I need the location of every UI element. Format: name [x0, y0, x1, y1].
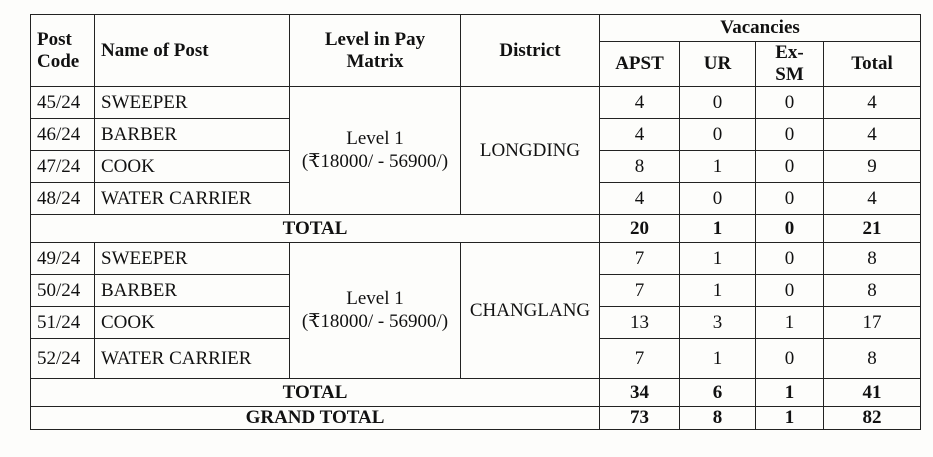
total-count: 17 [824, 307, 921, 339]
grand-total-row [31, 407, 921, 430]
subtotal-row [31, 215, 921, 243]
total-count: 4 [824, 183, 921, 215]
post-name: SWEEPER [95, 243, 290, 275]
apst-count: 7 [600, 275, 680, 307]
grand-total-label: GRAND TOTAL [31, 407, 600, 430]
header-post-code: Post Code [31, 15, 95, 87]
apst-count: 4 [600, 183, 680, 215]
header-district: District [461, 15, 600, 87]
subtotal-total: 41 [824, 379, 921, 407]
apst-count: 7 [600, 243, 680, 275]
ur-count: 1 [680, 151, 756, 183]
total-count: 9 [824, 151, 921, 183]
grand-total-ur: 8 [680, 407, 756, 430]
post-code: 47/24 [31, 151, 95, 183]
apst-count: 4 [600, 87, 680, 119]
vacancy-table [30, 14, 921, 430]
exsm-count: 0 [756, 151, 824, 183]
pay-level: Level 1 [346, 128, 404, 149]
header-level-pay-matrix: Level in Pay Matrix [290, 15, 461, 87]
total-count: 4 [824, 119, 921, 151]
header-ur: UR [680, 42, 756, 87]
post-code: 48/24 [31, 183, 95, 215]
header-name-of-post: Name of Post [95, 15, 290, 87]
ur-count: 1 [680, 243, 756, 275]
post-name: COOK [95, 151, 290, 183]
post-code: 52/24 [31, 339, 95, 379]
grand-total-exsm: 1 [756, 407, 824, 430]
post-name: WATER CARRIER [95, 183, 290, 215]
subtotal-total: 21 [824, 215, 921, 243]
grand-total-apst: 73 [600, 407, 680, 430]
exsm-count: 1 [756, 307, 824, 339]
apst-count: 13 [600, 307, 680, 339]
total-count: 8 [824, 243, 921, 275]
subtotal-apst: 20 [600, 215, 680, 243]
table-row [31, 243, 921, 275]
subtotal-exsm: 1 [756, 379, 824, 407]
post-name: COOK [95, 307, 290, 339]
subtotal-label: TOTAL [31, 215, 600, 243]
post-code: 50/24 [31, 275, 95, 307]
subtotal-ur: 6 [680, 379, 756, 407]
post-name: SWEEPER [95, 87, 290, 119]
subtotal-apst: 34 [600, 379, 680, 407]
exsm-count: 0 [756, 183, 824, 215]
subtotal-ur: 1 [680, 215, 756, 243]
header-exsm: Ex-SM [756, 42, 824, 87]
apst-count: 4 [600, 119, 680, 151]
ur-count: 1 [680, 339, 756, 379]
post-code: 49/24 [31, 243, 95, 275]
post-name: BARBER [95, 119, 290, 151]
ur-count: 3 [680, 307, 756, 339]
ur-count: 0 [680, 87, 756, 119]
pay-range: (₹18000/ - 56900/) [301, 151, 449, 172]
total-count: 8 [824, 275, 921, 307]
header-vacancies: Vacancies [600, 15, 921, 42]
header-total: Total [824, 42, 921, 87]
total-count: 4 [824, 87, 921, 119]
post-code: 46/24 [31, 119, 95, 151]
subtotal-label: TOTAL [31, 379, 600, 407]
grand-total-total: 82 [824, 407, 921, 430]
exsm-count: 0 [756, 243, 824, 275]
header-apst: APST [600, 42, 680, 87]
pay-range: (₹18000/ - 56900/) [301, 311, 449, 332]
post-name: BARBER [95, 275, 290, 307]
total-count: 8 [824, 339, 921, 379]
post-name: WATER CARRIER [95, 339, 290, 379]
apst-count: 8 [600, 151, 680, 183]
subtotal-row [31, 379, 921, 407]
pay-level-cell [290, 87, 461, 215]
exsm-count: 0 [756, 339, 824, 379]
pay-level: Level 1 [346, 288, 404, 309]
district-name: LONGDING [461, 87, 600, 215]
ur-count: 1 [680, 275, 756, 307]
exsm-count: 0 [756, 275, 824, 307]
exsm-count: 0 [756, 119, 824, 151]
ur-count: 0 [680, 183, 756, 215]
apst-count: 7 [600, 339, 680, 379]
pay-level-cell [290, 243, 461, 379]
district-name: CHANGLANG [461, 243, 600, 379]
post-code: 51/24 [31, 307, 95, 339]
subtotal-exsm: 0 [756, 215, 824, 243]
table-row [31, 87, 921, 119]
ur-count: 0 [680, 119, 756, 151]
exsm-count: 0 [756, 87, 824, 119]
post-code: 45/24 [31, 87, 95, 119]
